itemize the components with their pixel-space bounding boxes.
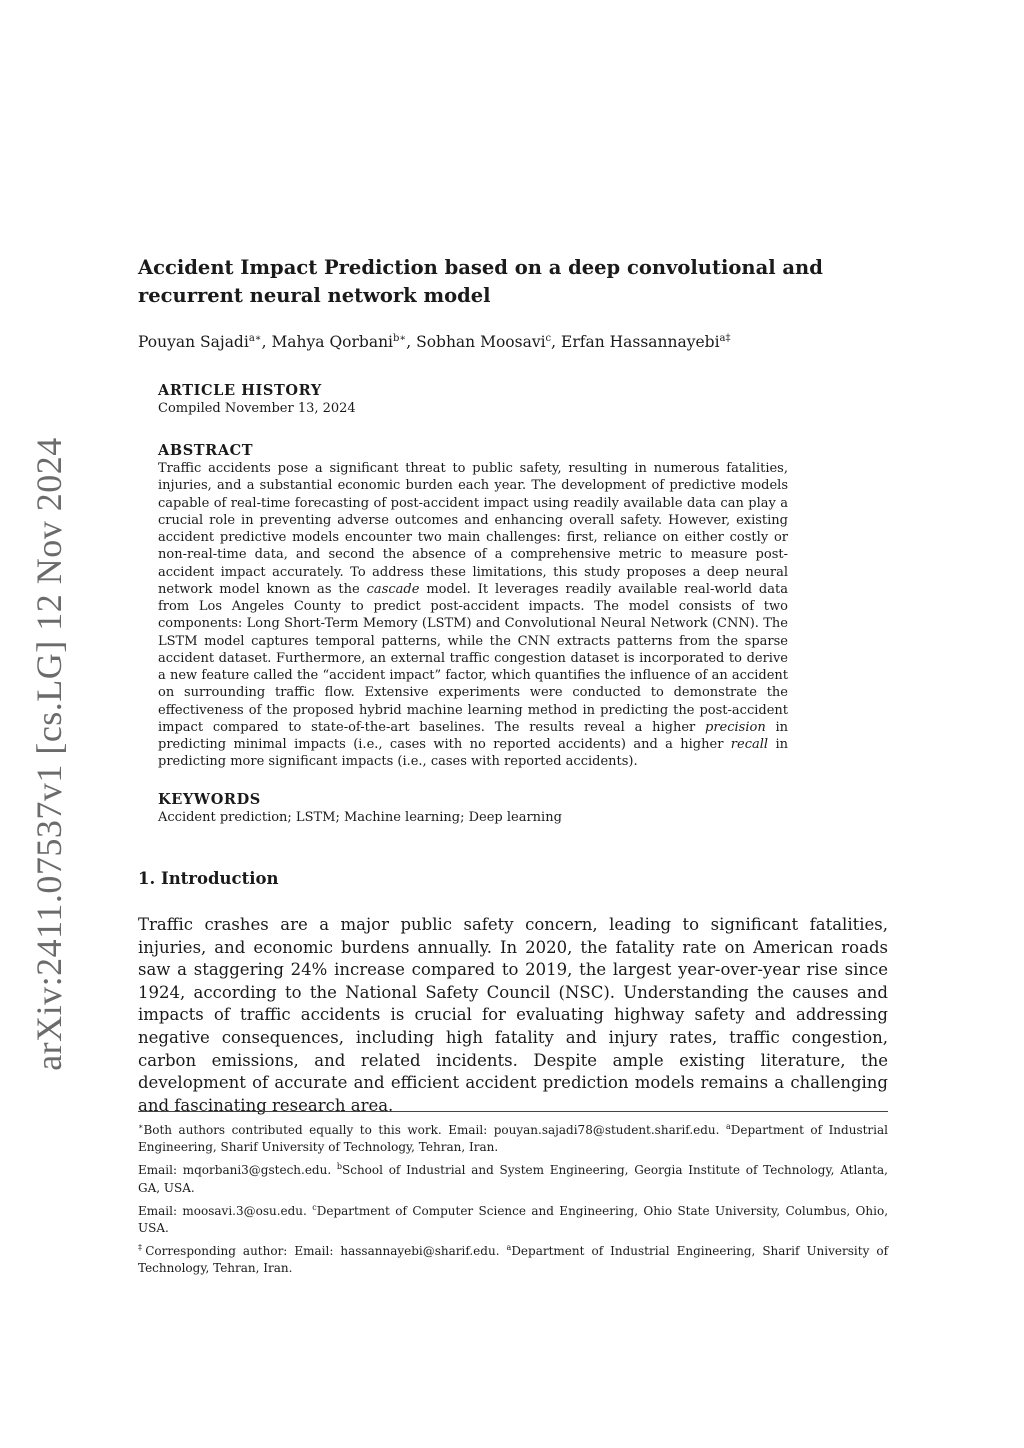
paper-title: Accident Impact Prediction based on a deep convolutional and recurrent neural network model xyxy=(138,256,823,307)
author-name: Pouyan Sajadi xyxy=(138,333,249,352)
arxiv-identifier: arXiv:2411.07537v1 [cs.LG] 12 Nov 2024 xyxy=(29,437,69,1071)
introduction-heading: 1. Introduction xyxy=(138,869,279,888)
affiliation-mark: a xyxy=(506,1242,512,1252)
abstract-heading: ABSTRACT xyxy=(158,442,254,459)
affiliation-mark: b∗ xyxy=(393,333,407,344)
footnotes xyxy=(138,1118,888,1279)
article-history-heading: ARTICLE HISTORY xyxy=(158,382,322,399)
footnote-text: Corresponding author: Email: hassannayebi@sharif.edu. xyxy=(145,1243,507,1258)
footnote-divider xyxy=(138,1111,888,1112)
footnote xyxy=(138,1239,888,1278)
abstract-text xyxy=(158,460,788,771)
introduction-paragraph: Traffic crashes are a major public safety concern, leading to significant fatalities, injuries, and economic burdens annually. In 2020, the fatality rate on American roads saw a staggering 24% increase compared to 2019, the largest year-over-year rise since 1924, according to the National Safety Council (NSC). Understanding the causes and impacts of traffic accidents is crucial for evaluating highway safety and addressing negative consequences, including high fatality and injury rates, traffic congestion, carbon emissions, and related incidents. Despite ample existing literature, the development of accurate and efficient accident prediction models remains a challenging and fascinating research area. xyxy=(138,915,888,1115)
affiliation-mark: c xyxy=(545,333,552,344)
keywords-list: Accident prediction; LSTM; Machine learning; Deep learning xyxy=(158,810,562,825)
affiliation-mark: a∗ xyxy=(248,333,262,344)
keywords-section xyxy=(158,790,788,826)
footnote-mark: ‡ xyxy=(138,1242,146,1252)
abstract-section xyxy=(158,441,788,771)
abstract-emphasis: precision xyxy=(705,719,766,735)
author-name: Erfan Hassannayebi xyxy=(561,333,720,352)
author-name: Mahya Qorbani xyxy=(271,333,394,352)
footnote-text: Department of Industrial Engineering, Sharif University of Technology, Tehran, Iran. xyxy=(138,1243,889,1276)
affiliation-mark: b xyxy=(336,1162,343,1172)
footnote-text: Department of Computer Science and Engineering, Ohio State University, Columbus, Ohio, USA. xyxy=(138,1203,889,1236)
abstract-emphasis: cascade xyxy=(366,581,420,597)
abstract-text-run: in predicting more significant impacts (i.e., cases with reported accidents). xyxy=(158,737,788,770)
footnote xyxy=(138,1158,888,1197)
author-separator: , xyxy=(261,333,272,352)
abstract-emphasis: recall xyxy=(730,737,769,752)
keywords-heading: KEYWORDS xyxy=(158,791,261,808)
abstract-text-run: in predicting minimal impacts (i.e., cases with no reported accidents) and a higher xyxy=(158,719,788,752)
affiliation-mark: a xyxy=(725,1122,731,1131)
footnote-text: Email: mqorbani3@gstech.edu. xyxy=(138,1163,337,1178)
author-separator: , xyxy=(551,333,561,352)
footnote-mark: ∗ xyxy=(138,1122,144,1131)
footnote xyxy=(138,1118,888,1157)
compiled-date: Compiled November 13, 2024 xyxy=(158,401,356,416)
footnote-text: School of Industrial and System Engineering, Georgia Institute of Technology, Atlanta, GA, USA. xyxy=(138,1163,888,1195)
abstract-text-run: Traffic accidents pose a significant threat to public safety, resulting in numerous fatalities, injuries, and a substantial economic burden each year. The development of predictive models capable of real-time forecasting of post-accident impact using readily available data can play a crucial role in preventing adverse outcomes and enhancing overall safety. However, existing accident predictive models encounter two main challenges: first, reliance on either costly or non-real-time data, and second the absence of a comprehensive metric to measure post-accident impact accurately. To address these limitations, this study proposes a deep neural network model known as the xyxy=(158,461,788,597)
footnote-text: Email: moosavi.3@osu.edu. xyxy=(138,1203,313,1218)
footnote-text: Department of Industrial Engineering, Sharif University of Technology, Tehran, Iran. xyxy=(138,1123,888,1155)
affiliation-mark: a‡ xyxy=(719,333,731,344)
footnote-text: Both authors contributed equally to this work. Email: pouyan.sajadi78@student.sharif.edu. xyxy=(143,1123,726,1137)
footnote xyxy=(138,1199,888,1238)
abstract-text-run: model. It leverages readily available real-world data from Los Angeles County to predict post-accident impacts. The model consists of two components: Long Short-Term Memory (LSTM) and Convolutional Neural Network (CNN). The LSTM model captures temporal patterns, while the CNN extracts patterns from the sparse accident dataset. Furthermore, an external traffic congestion dataset is incorporated to derive a new feature called the “accident impact” factor, which quantifies the influence of an accident on surrounding traffic flow. Extensive experiments were conducted to demonstrate the effectiveness of the proposed hybrid machine learning method in predicting the post-accident impact compared to state-of-the-art baselines. The results reveal a higher xyxy=(158,581,788,735)
article-history xyxy=(158,381,788,417)
author-separator: , xyxy=(406,333,417,352)
author-name: Sobhan Moosavi xyxy=(416,333,546,352)
author-list xyxy=(138,328,898,353)
affiliation-mark: c xyxy=(312,1202,317,1212)
